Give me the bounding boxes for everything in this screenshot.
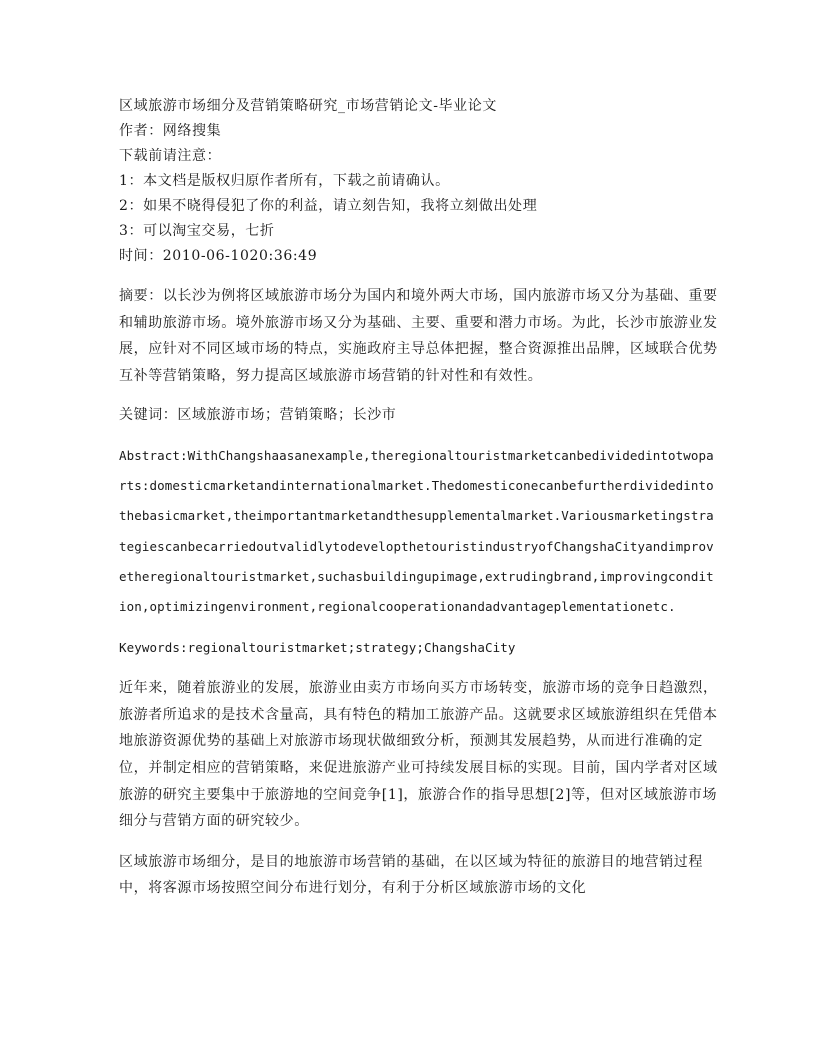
keywords-english: Keywords:regionaltouristmarket;strategy;ChangshaCity <box>119 640 516 656</box>
notice-heading: 下载前请注意： <box>119 148 222 164</box>
document-title: 区域旅游市场细分及营销策略研究_市场营销论文-毕业论文 <box>119 98 497 114</box>
author-line: 作者：网络搜集 <box>119 123 222 139</box>
notice-item-1: 1：本文档是版权归原作者所有，下载之前请确认。 <box>119 173 450 189</box>
notice-item-2: 2：如果不晓得侵犯了你的利益，请立刻告知，我将立刻做出处理 <box>119 198 538 214</box>
abstract-english: Abstract:WithChangshaasanexample,theregionaltouristmarketcanbedividedintotwoparts:domesticmarketandinternationalmarket.Thedomesticonecanbefurtherdividedintothebasicmarket,theimportantmarketandthesupplementalmarket.VariousmarketingstrategiescanbecarriedoutvalidlytodevelopthetouristindustryofChangshaCityandimprovetheregionaltouristmarket,suchasbuildingupimage,extrudingbrand,improvingcondition,optimizingenvironment,regionalcooperationandadvantageplementationetc. <box>119 447 714 615</box>
body-paragraph-2: 区域旅游市场细分，是目的地旅游市场营销的基础，在以区域为特征的旅游目的地营销过程中，将客源市场按照空间分布进行划分，有利于分析区域旅游市场的文化 <box>119 853 703 897</box>
notice-item-3: 3：可以淘宝交易，七折 <box>119 223 275 239</box>
keywords-chinese: 关键词：区域旅游市场；营销策略；长沙市 <box>119 407 397 424</box>
document-content <box>119 94 719 916</box>
abstract-chinese: 摘要：以长沙为例将区域旅游市场分为国内和境外两大市场，国内旅游市场又分为基础、重要和辅助旅游市场。境外旅游市场又分为基础、主要、重要和潜力市场。为此，长沙市旅游业发展，应针对不同区域市场的特点，实施政府主导总体把握，整合资源推出品牌，区域联合优势互补等营销策略，努力提高区域旅游市场营销的针对性和有效性。 <box>119 288 718 384</box>
timestamp-line: 时间：2010-06-1020:36:49 <box>119 248 318 264</box>
body-paragraph-1: 近年来，随着旅游业的发展，旅游业由卖方市场向买方市场转变，旅游市场的竞争日趋激烈，旅游者所追求的是技术含量高，具有特色的精加工旅游产品。这就要求区域旅游组织在凭借本地旅游资源优势的基础上对旅游市场现状做细致分析，预测其发展趋势，从而进行准确的定位，并制定相应的营销策略，来促进旅游产业可持续发展目标的实现。目前，国内学者对区域旅游的研究主要集中于旅游地的空间竞争[1]，旅游合作的指导思想[2]等，但对区域旅游市场细分与营销方面的研究较少。 <box>119 680 718 830</box>
